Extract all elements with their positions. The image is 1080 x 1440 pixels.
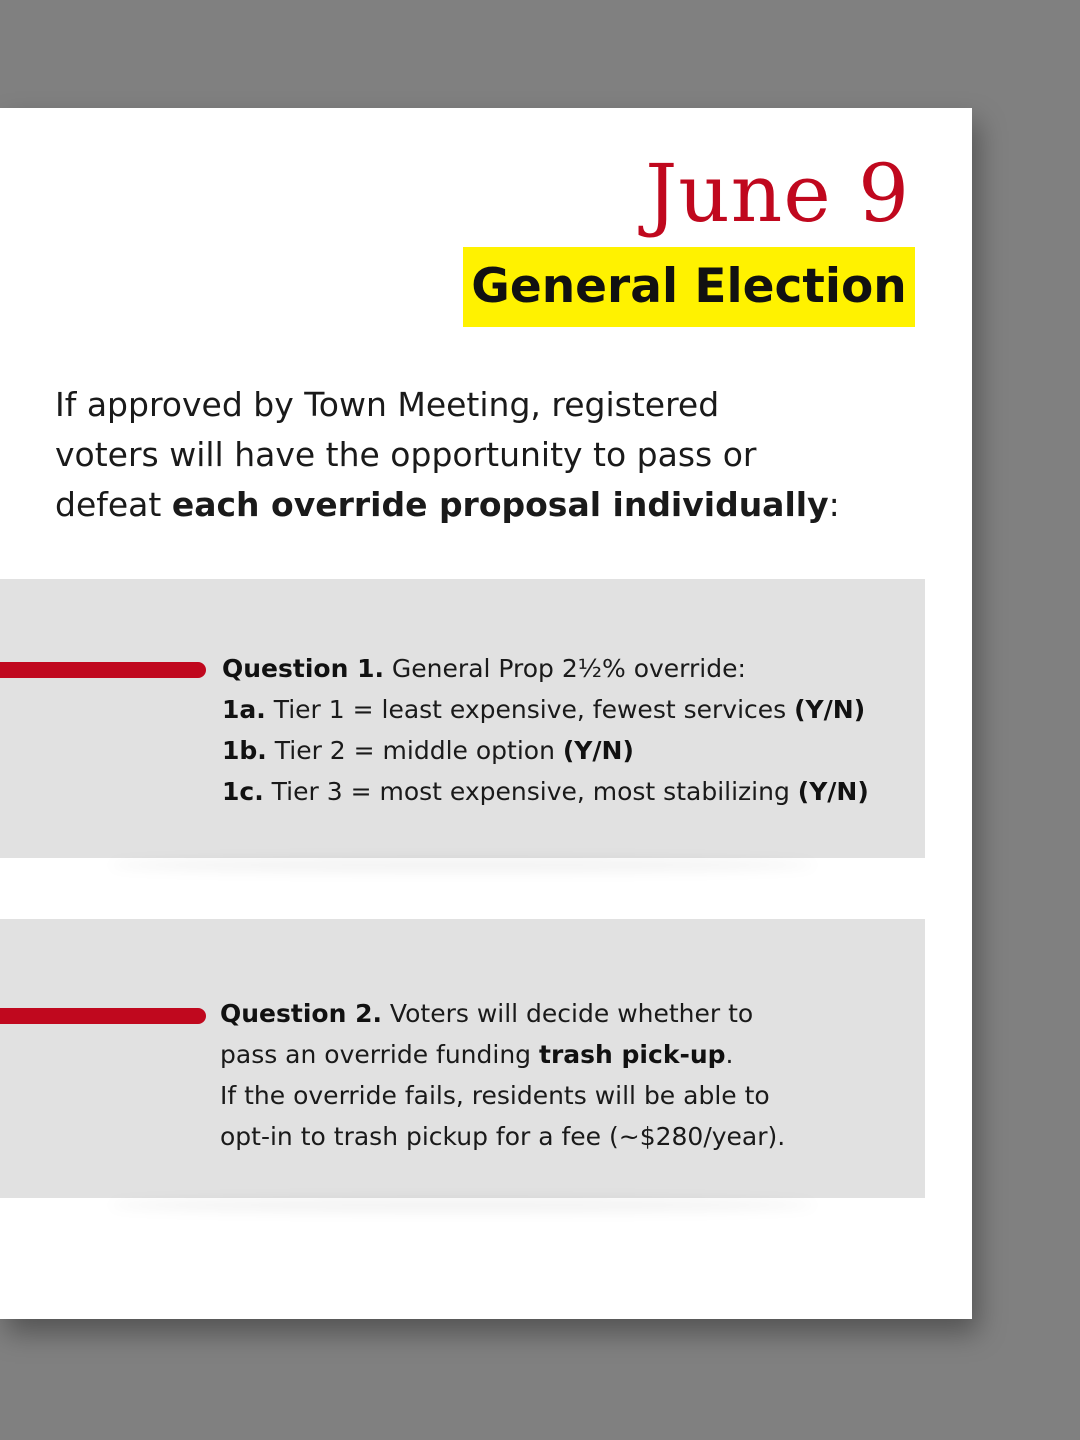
option-answer: (Y/N) — [794, 695, 866, 724]
question-1-text — [222, 648, 869, 812]
question-2-text-part: Voters will decide whether to — [381, 999, 754, 1028]
intro-emphasis: each override proposal individually — [171, 485, 829, 524]
question-2-box — [0, 919, 925, 1198]
intro-line: voters will have the opportunity to pass or — [55, 435, 757, 474]
question-2-line — [220, 1034, 785, 1075]
question-2-line: If the override fails, residents will be able to — [220, 1081, 770, 1110]
question-1-label: Question 1. — [222, 654, 384, 683]
question-2-text-part: pass an override funding — [220, 1040, 539, 1069]
intro-paragraph — [55, 380, 915, 530]
question-2-line: opt-in to trash pickup for a fee (~$280/year). — [220, 1122, 786, 1151]
election-title: General Election — [463, 247, 915, 327]
election-date: June 9 — [645, 147, 910, 240]
red-marker-bar — [0, 662, 206, 678]
flyer-page — [0, 108, 972, 1319]
intro-line: If approved by Town Meeting, registered — [55, 385, 720, 424]
option-label: 1a. — [222, 695, 266, 724]
option-label: 1b. — [222, 736, 267, 765]
option-text: Tier 3 = most expensive, most stabilizing — [263, 777, 798, 806]
intro-line — [55, 480, 915, 530]
option-text: Tier 2 = middle option — [266, 736, 563, 765]
option-answer: (Y/N) — [797, 777, 869, 806]
intro-text: : — [828, 485, 840, 524]
question-2-text — [220, 993, 785, 1157]
intro-text: defeat — [55, 485, 172, 524]
option-text: Tier 1 = least expensive, fewest services — [265, 695, 795, 724]
question-2-label: Question 2. — [220, 999, 382, 1028]
option-1c — [222, 771, 869, 812]
red-marker-bar — [0, 1008, 206, 1024]
question-2-emphasis: trash pick-up — [539, 1040, 726, 1069]
option-1a — [222, 689, 869, 730]
option-label: 1c. — [222, 777, 264, 806]
option-1b — [222, 730, 869, 771]
question-2-text-part: . — [725, 1040, 734, 1069]
question-1-box — [0, 579, 925, 858]
question-2-line — [220, 993, 785, 1034]
question-1-heading — [222, 648, 869, 689]
question-1-description: General Prop 2½% override: — [383, 654, 746, 683]
option-answer: (Y/N) — [562, 736, 634, 765]
